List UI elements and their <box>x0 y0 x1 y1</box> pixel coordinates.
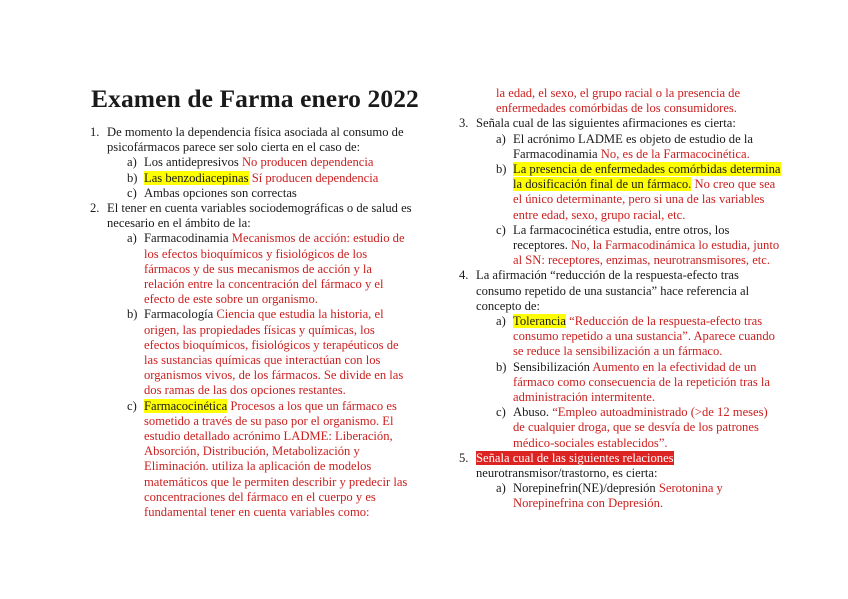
option-text: Farmacología <box>144 307 214 322</box>
option-a <box>127 155 412 170</box>
option-a <box>127 231 412 307</box>
option-letter: c) <box>496 222 506 237</box>
question-stem: De momento la dependencia física asociada al consumo de psicofármacos parece ser solo cierta en el caso de: <box>107 125 404 155</box>
option-letter: b) <box>127 170 138 185</box>
answer-note: “Empleo autoadministrado (>de 12 meses) de cualquier droga, que se desvía de los patrones médico-sociales establecidos”. <box>513 405 768 450</box>
question-number: 3. <box>459 116 469 131</box>
option-text: Farmacodinamia <box>144 231 229 246</box>
option-text-highlighted: Tolerancia <box>513 314 566 329</box>
option-text: Los antidepresivos <box>144 155 239 170</box>
option-letter: c) <box>127 398 137 413</box>
question-number: 1. <box>90 125 100 139</box>
option-a <box>496 132 781 162</box>
option-text: Abuso. <box>513 405 550 420</box>
option-text: Ambas opciones son correctas <box>144 185 297 200</box>
option-text: Sensibilización <box>513 359 590 374</box>
option-text-highlighted: Farmacocinética <box>144 398 228 413</box>
answer-note: Aumento en la efectividad de un fármaco como consecuencia de la repetición tras la administración intermitente. <box>513 359 770 405</box>
question-3 <box>459 116 781 268</box>
answer-note: No, es de la Farmacocinética. <box>600 146 750 161</box>
question-4 <box>459 268 781 450</box>
option-list <box>476 314 781 451</box>
option-letter: b) <box>496 359 507 374</box>
option-b <box>496 162 781 223</box>
question-list-right <box>459 116 781 511</box>
option-b <box>496 360 781 406</box>
left-column <box>90 125 412 520</box>
option-text: Norepinefrin(NE)/depresión <box>513 481 656 496</box>
option-b <box>127 171 412 186</box>
question-stem: La afirmación “reducción de la respuesta-efecto tras consumo repetido de una sustancia” hace referencia al concepto de: <box>476 268 750 313</box>
page-title: Examen de Farma enero 2022 <box>91 84 419 113</box>
option-letter: a) <box>496 131 506 146</box>
question-number: 4. <box>459 268 469 283</box>
option-c <box>496 405 781 451</box>
option-text: La farmacocinética estudia, entre otros, los receptores. <box>513 222 730 253</box>
option-list <box>476 481 781 511</box>
option-a <box>496 481 781 511</box>
option-list <box>107 231 412 520</box>
option-list <box>476 132 781 269</box>
option-letter: c) <box>127 185 137 200</box>
option-text: El acrónimo LADME es objeto de estudio de la Farmacodinamia <box>513 131 753 161</box>
option-b <box>127 307 412 398</box>
option-c <box>127 399 412 521</box>
option-letter: a) <box>496 314 506 329</box>
answer-note: Sí producen dependencia <box>251 170 379 185</box>
question-stem: El tener en cuenta variables sociodemográficas o de salud es necesario en el ámbito de la: <box>107 201 412 231</box>
option-c <box>127 186 412 201</box>
answer-note: Serotonina y Norepinefrina con Depresión. <box>513 481 723 511</box>
question-stem: neurotransmisor/trastorno, es cierta: <box>476 466 658 481</box>
answer-note: Procesos a los que un fármaco es sometido a través de su paso por el organismo. El estudio detallado acrónimo LADME: Liberación, Absorción, Distribución, Metabolización y Eliminación. utiliza la aplicación de modelos matemáticos que le permiten describir y predecir las concentraciones del fármaco en el cuerpo y es fundamental tener en cuenta variables como: <box>144 398 408 520</box>
answer-note: No creo que sea el único determinante, pero si una de las variables entre edad, sexo, grupo racial, etc. <box>513 177 776 222</box>
answer-note: No producen dependencia <box>241 155 374 170</box>
question-2 <box>90 201 412 520</box>
question-5 <box>459 451 781 512</box>
right-column <box>459 86 781 512</box>
answer-note: No, la Farmacodinámica lo estudia, junto al SN: receptores, enzimas, neurotransmisores, etc. <box>513 238 780 268</box>
answer-note: Mecanismos de acción: estudio de los efectos bioquímicos y fisiológicos de los fármacos y de sus mecanismos de acción y la relación entre la concentración del fármaco y el efecto de este sobre un organismo. <box>144 231 405 307</box>
question-list-left <box>90 125 412 520</box>
answer-note: “Reducción de la respuesta-efecto tras consumo repetido a una sustancia”. Aparece cuando se reduce la sensibilización a un fármaco. <box>513 314 775 359</box>
option-letter: a) <box>127 231 137 246</box>
question-number: 2. <box>90 201 100 216</box>
option-letter: b) <box>127 307 138 322</box>
option-letter: a) <box>127 155 137 170</box>
question-number: 5. <box>459 450 469 465</box>
answer-note-continued: la edad, el sexo, el grupo racial o la presencia de enfermedades comórbidas de los consumidores. <box>496 86 741 116</box>
option-a <box>496 314 781 360</box>
question-stem: Señala cual de las siguientes afirmaciones es cierta: <box>476 116 736 131</box>
option-list <box>107 155 412 201</box>
option-letter: a) <box>496 481 506 496</box>
option-letter: c) <box>496 405 506 420</box>
question-stem-highlighted: Señala cual de las siguientes relaciones <box>476 450 674 465</box>
option-text-highlighted: La presencia de enfermedades comórbidas determina la dosificación final de un fármaco. <box>513 162 781 192</box>
question-1 <box>90 125 412 201</box>
answer-note: Ciencia que estudia la historia, el origen, las propiedades físicas y químicas, los efectos bioquímicos, fisiológicos y terapéuticos de las sustancias químicas que interactúan con los organismos vivos, de los fármacos. Se divide en las dos ramas de las dos opciones restantes. <box>144 307 404 398</box>
option-c <box>496 223 781 269</box>
option-text-highlighted: Las benzodiacepinas <box>144 170 249 185</box>
option-letter: b) <box>496 162 507 177</box>
